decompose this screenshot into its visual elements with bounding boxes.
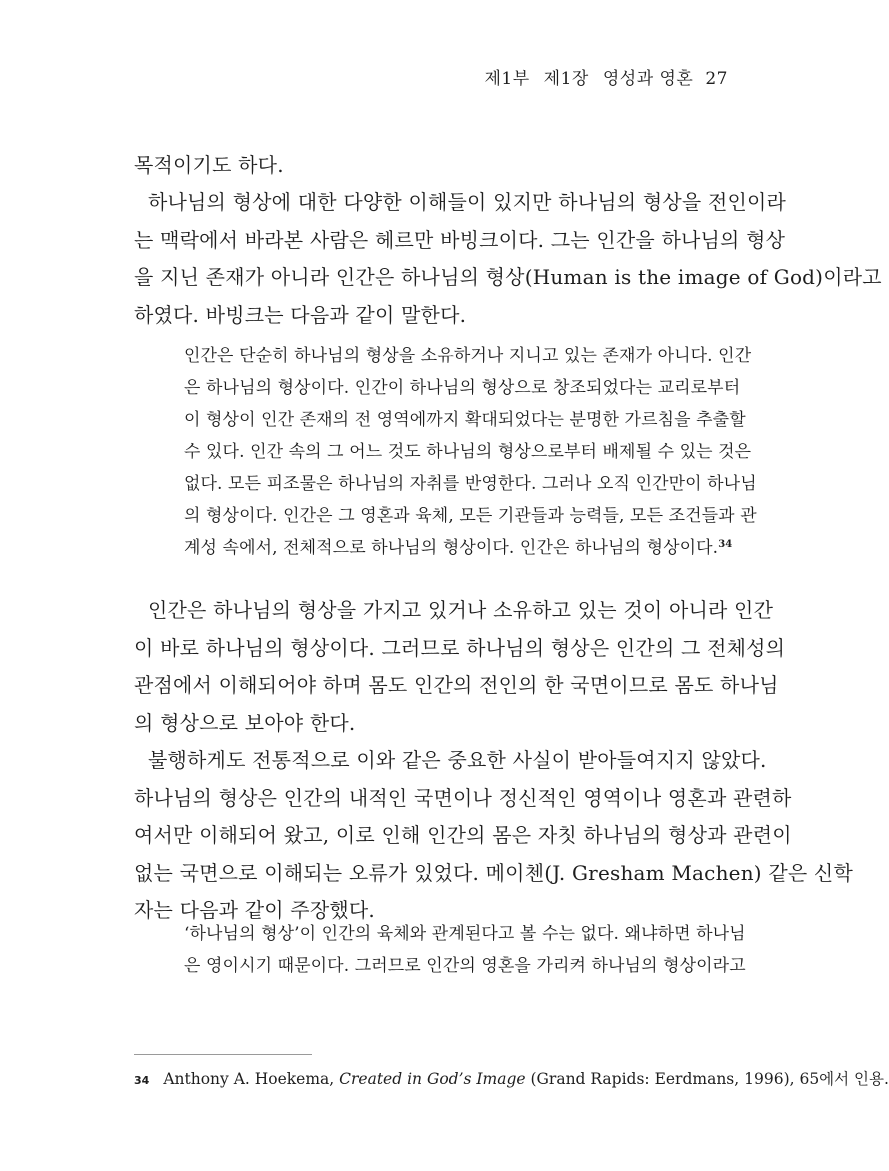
footnote-book-title: Created in God’s Image (339, 1070, 526, 1088)
text-line: 불행하게도 전통적으로 이와 같은 중요한 사실이 받아들여지지 않았다. (148, 748, 767, 772)
quote-last-text: 계성 속에서, 전체적으로 하나님의 형상이다. 인간은 하나님의 형상이다. (184, 538, 719, 558)
text-line: 관점에서 이해되어야 하며 몸도 인간의 전인의 한 국면이므로 몸도 하나님 (134, 673, 779, 697)
quote-line: ‘하나님의 형상’이 인간의 육체와 관계된다고 볼 수는 없다. 왜냐하면 하나님 (184, 924, 746, 944)
footnote-number: 34 (134, 1074, 150, 1087)
page-number: 27 (705, 69, 728, 89)
block-quote-machen (184, 918, 746, 982)
header-title: 영성과 영혼 (602, 69, 694, 89)
text-line: 하나님의 형상에 대한 다양한 이해들이 있지만 하나님의 형상을 전인이라 (148, 190, 787, 214)
text-line: 목적이기도 하다. (134, 153, 284, 177)
text-line: 자는 다음과 같이 주장했다. (134, 898, 375, 922)
quote-line: 수 있다. 인간 속의 그 어느 것도 하나님의 형상으로부터 배제될 수 있는 것은 (184, 442, 752, 462)
quote-line: 없다. 모든 피조물은 하나님의 자취를 반영한다. 그러나 오직 인간만이 하나님 (184, 474, 757, 494)
header-chapter: 제1장 (543, 69, 589, 89)
header-part: 제1부 (484, 69, 530, 89)
text-line: 의 형상으로 보아야 한다. (134, 710, 356, 735)
footnote (134, 1067, 889, 1089)
text-line: 을 지닌 존재가 아니라 인간은 하나님의 형상(Human is the image of God)이라고 (134, 265, 882, 289)
quote-line (184, 532, 757, 564)
block-quote-bavinck (184, 340, 757, 564)
quote-line: 은 영이시기 때문이다. 그러므로 인간의 영혼을 가리켜 하나님의 형상이라고 (184, 956, 746, 976)
text-line: 없는 국면으로 이해되는 오류가 있었다. 메이첸(J. Gresham Machen) 같은 신학 (134, 860, 853, 885)
text-line: 하였다. 바빙크는 다음과 같이 말한다. (134, 302, 467, 327)
text-line: 여서만 이해되어 왔고, 이로 인해 인간의 몸은 자칫 하나님의 형상과 관련이 (134, 823, 792, 847)
running-head (471, 64, 729, 89)
text-line: 하나님의 형상은 인간의 내적인 국면이나 정신적인 영역이나 영혼과 관련하 (134, 785, 792, 810)
footnote-publication: (Grand Rapids: Eerdmans, 1996), 65에서 인용. (530, 1070, 889, 1088)
paragraph-image-whole (134, 592, 785, 742)
text-line: 인간은 하나님의 형상을 가지고 있거나 소유하고 있는 것이 아니라 인간 (148, 598, 774, 622)
paragraph-bavinck-intro (134, 184, 882, 334)
quote-line: 은 하나님의 형상이다. 인간이 하나님의 형상으로 창조되었다는 교리로부터 (184, 378, 741, 398)
text-line: 이 바로 하나님의 형상이다. 그러므로 하나님의 형상은 인간의 그 전체성의 (134, 635, 786, 660)
footnote-divider (134, 1054, 312, 1055)
quote-line: 인간은 단순히 하나님의 형상을 소유하거나 지니고 있는 존재가 아니다. 인간 (184, 346, 752, 366)
quote-line: 의 형상이다. 인간은 그 영혼과 육체, 모든 기관들과 능력들, 모든 조건들과 관 (184, 506, 757, 526)
text-line: 는 맥락에서 바라본 사람은 헤르만 바빙크이다. 그는 인간을 하나님의 형상 (134, 227, 786, 252)
paragraph-continuation (134, 147, 284, 185)
footnote-reference[interactable]: 34 (718, 539, 733, 550)
paragraph-machen-intro (134, 742, 853, 930)
footnote-author: Anthony A. Hoekema, (163, 1070, 335, 1088)
quote-line: 이 형상이 인간 존재의 전 영역에까지 확대되었다는 분명한 가르침을 추출할 (184, 410, 746, 430)
